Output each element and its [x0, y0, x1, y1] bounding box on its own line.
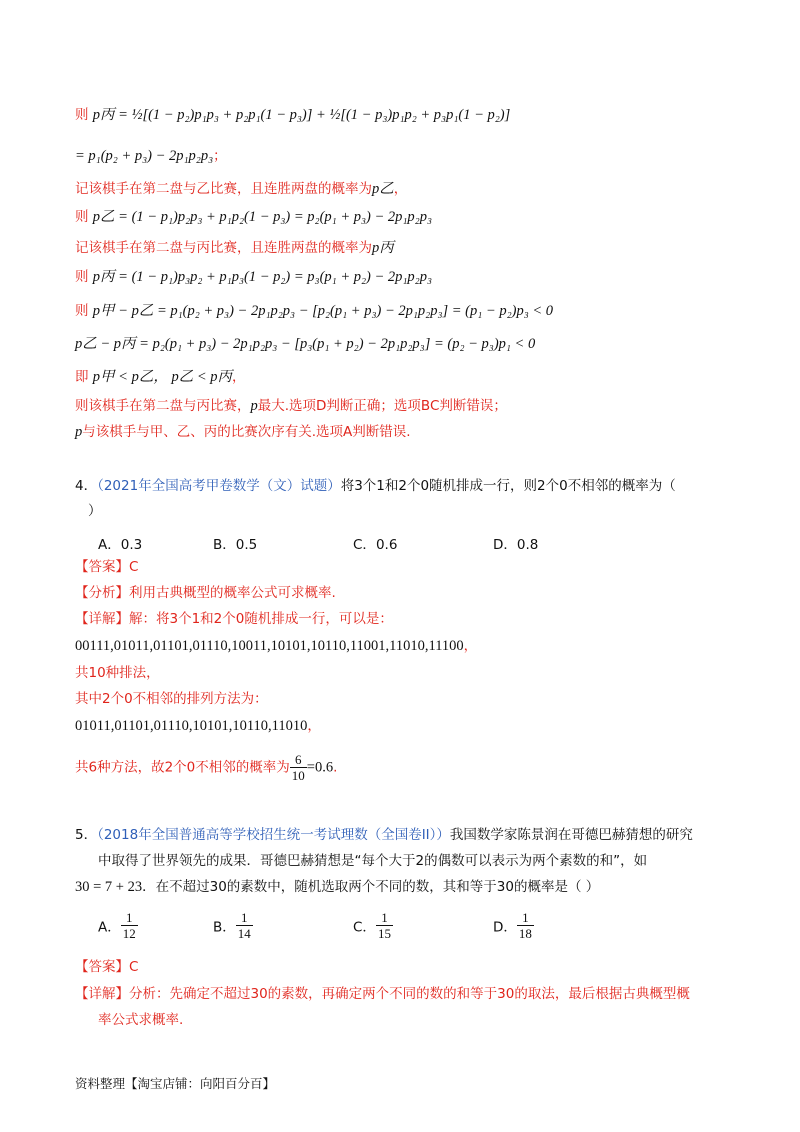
option-label: C． [353, 537, 376, 553]
symbol-p: p [250, 398, 258, 414]
line-suffix: ， [463, 638, 478, 654]
q5-answer: 【答案】C [75, 959, 139, 975]
option-value: 0.3 [120, 537, 143, 553]
detail-tag: 【详解】 [75, 611, 129, 627]
derivation-line-6 [75, 268, 432, 286]
line-suffix: ； [213, 148, 227, 164]
statement-text-2: 最大.选项D判断正确；选项BC判断错误； [257, 398, 507, 414]
option-value: 0.6 [375, 537, 398, 553]
option-label: D． [493, 919, 517, 936]
detail-tag: 【详解】 [75, 986, 129, 1002]
statement-text: 与该棋手与甲、乙、丙的比赛次序有关.选项A判断错误. [82, 424, 411, 440]
question-stem: 我国数学家陈景润在哥德巴赫猜想的研究 [449, 827, 693, 843]
statement-text: 记该棋手在第二盘与丙比赛，且连胜两盘的概率为 [75, 240, 372, 256]
q4-detail [75, 610, 393, 628]
q4-stem [75, 477, 676, 495]
fraction-numerator: 1 [121, 910, 138, 926]
formula-diff-jia-yi: p甲 − p乙 = p₁(p₂ + p₃) − 2p₁p₂p₃ − [p₂(p₁ + p₃) − 2p₁p₂p₃] = (p₁ − p₂)p₃ < 0 [92, 303, 554, 319]
option-value: 0.8 [516, 537, 539, 553]
line-suffix: ， [232, 369, 246, 385]
derivation-line-11 [75, 423, 411, 441]
option-d[interactable] [493, 910, 534, 941]
question-stem: ．在不超过30的素数中，随机选取两个不同的数，其和等于30的概率是（ ） [142, 879, 600, 895]
derivation-line-10 [75, 397, 507, 415]
fraction-denominator: 15 [377, 926, 391, 941]
option-b[interactable] [213, 910, 253, 941]
fraction-denominator: 12 [122, 926, 136, 941]
option-d[interactable] [493, 533, 538, 553]
arrangement-list: 00111,01011,01101,01110,10011,10101,10110,11001,11010,11100 [75, 638, 464, 654]
derivation-line-3 [75, 180, 407, 198]
q4-list-nonadjacent [75, 717, 321, 735]
page-footer: 资料整理【淘宝店铺：向阳百分百】 [75, 1076, 276, 1091]
option-b[interactable] [213, 533, 257, 553]
question-stem: 将3个1和2个0随机排成一行，则2个0不相邻的概率为（ [340, 478, 676, 494]
option-c[interactable] [353, 533, 397, 553]
line-suffix: ， [393, 181, 408, 197]
q4-conclusion [75, 752, 337, 783]
statement-text: 则该棋手在第二盘与丙比赛， [75, 398, 251, 414]
option-c[interactable] [353, 910, 393, 941]
question-source: （2021年全国高考甲卷数学（文）试题） [97, 478, 341, 494]
question-number: 5． [75, 827, 98, 843]
option-label: D． [493, 537, 517, 553]
formula-p-yi: p乙 = (1 − p₁)p₂p₃ + p₁p₂(1 − p₃) = p₂(p₁ + p₃) − 2p₁p₂p₃ [92, 209, 433, 225]
q4-nonadjacent-intro: 其中2个0不相邻的排列方法为： [75, 691, 268, 707]
formula-diff-yi-bing: p乙 − p丙 = p₂(p₁ + p₃) − 2p₁p₂p₃ − [p₃(p₁ + p₂) − 2p₁p₂p₃] = (p₂ − p₃)p₁ < 0 [75, 336, 536, 352]
option-label: A． [98, 919, 121, 936]
q5-detail-1 [75, 985, 690, 1003]
symbol-p-bing: p丙 [372, 240, 394, 256]
derivation-line-4 [75, 208, 432, 226]
example-equation: 30 = 7 + 23 [75, 879, 143, 895]
detail-text: 分析：先确定不超过30的素数，再确定两个不同的数的和等于30的取法，最后根据古典概型概 [129, 986, 690, 1002]
symbol-p: p [75, 424, 83, 440]
option-a[interactable] [98, 533, 142, 553]
derivation-line-8 [75, 335, 535, 353]
conclusion-text: 共6种方法，故2个0不相邻的概率为 [75, 759, 290, 776]
option-fraction [376, 910, 393, 941]
q5-detail-2: 率公式求概率. [98, 1012, 184, 1028]
q4-analysis: 【分析】利用古典概型的概率公式可求概率. [75, 585, 336, 601]
derivation-line-1 [75, 106, 510, 124]
question-source: （2018年全国普通高等学校招生统一考试理数（全国卷II）） [97, 827, 450, 843]
line-prefix: 则 [75, 209, 89, 225]
formula-simplified: = p₁(p₂ + p₃) − 2p₁p₂p₃ [75, 148, 214, 164]
fraction-denominator: 18 [518, 926, 532, 941]
question-number: 4． [75, 478, 98, 494]
derivation-line-7 [75, 302, 553, 320]
probability-result: =0.6 [306, 759, 334, 776]
detail-text: 解：将3个1和2个0随机排成一行，可以是： [129, 611, 393, 627]
option-label: A． [98, 537, 121, 553]
symbol-p-yi: p乙 [372, 181, 394, 197]
option-value: 0.5 [235, 537, 258, 553]
fraction-numerator: 1 [517, 910, 534, 926]
probability-fraction [290, 752, 307, 783]
derivation-line-5 [75, 239, 394, 257]
option-label: B． [213, 919, 236, 936]
fraction-numerator: 1 [236, 910, 253, 926]
formula-inequality: p甲 < p乙， p乙 < p丙 [92, 369, 232, 385]
line-prefix: 则 [75, 269, 89, 285]
derivation-line-2 [75, 147, 227, 165]
option-label: B． [213, 537, 236, 553]
q4-stem-close: ） [88, 503, 102, 519]
option-label: C． [353, 919, 376, 936]
option-fraction [517, 910, 534, 941]
fraction-denominator: 14 [237, 926, 251, 941]
q5-stem-1 [75, 826, 693, 844]
formula-p-bing: p丙 = ½[(1 − p₂)p₁p₃ + p₂p₁(1 − p₃)] + ½[(1 − p₃)p₁p₂ + p₃p₁(1 − p₂)] [92, 107, 511, 123]
option-a[interactable] [98, 910, 138, 941]
option-fraction [121, 910, 138, 941]
q4-answer: 【答案】C [75, 559, 139, 575]
derivation-line-9 [75, 368, 246, 386]
q5-stem-3 [75, 878, 599, 896]
formula-p-bing-2: p丙 = (1 − p₁)p₃p₂ + p₁p₃(1 − p₂) = p₃(p₁ + p₂) − 2p₁p₂p₃ [92, 269, 433, 285]
line-prefix: 则 [75, 303, 89, 319]
fraction-denominator: 10 [291, 768, 305, 783]
line-prefix: 则 [75, 107, 89, 123]
q5-stem-2: 中取得了世界领先的成果．哥德巴赫猜想是“每个大于2的偶数可以表示为两个素数的和”，如 [98, 853, 648, 869]
arrangement-list: 01011,01101,01110,10101,10110,11010 [75, 718, 308, 734]
q4-count-all: 共10种排法， [75, 665, 160, 681]
line-suffix: ， [307, 718, 321, 734]
line-prefix: 即 [75, 369, 89, 385]
q4-list-all [75, 637, 477, 655]
statement-text: 记该棋手在第二盘与乙比赛，且连胜两盘的概率为 [75, 181, 372, 197]
fraction-numerator: 1 [376, 910, 393, 926]
fraction-numerator: 6 [290, 752, 307, 768]
option-fraction [236, 910, 253, 941]
line-suffix: . [333, 759, 338, 776]
